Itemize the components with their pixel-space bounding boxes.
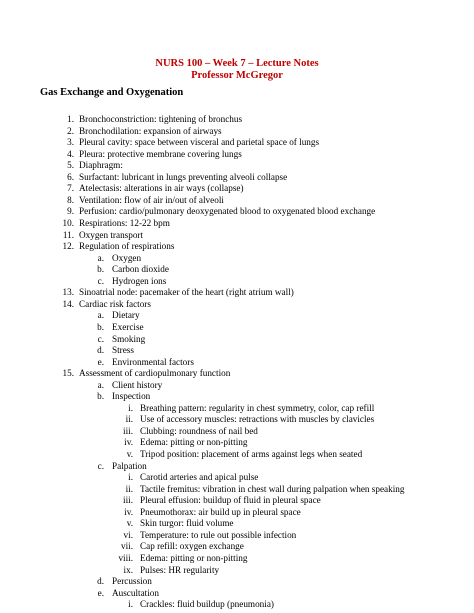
list-marker: 3. — [67, 137, 74, 148]
list-item-text: Atelectasis: alterations in air ways (collapse) — [79, 183, 244, 194]
list-marker: 1. — [67, 114, 74, 124]
list-item — [0, 380, 474, 391]
list-item-text: Percussion — [112, 576, 152, 586]
list-item-text: Tripod position: placement of arms against legs when seated — [140, 449, 363, 459]
list-item — [0, 507, 474, 518]
list-item-text: Hydrogen ions — [112, 275, 167, 286]
list-item — [0, 310, 474, 321]
list-marker: v. — [126, 518, 133, 529]
list-item-text: Palpation — [112, 460, 147, 471]
list-item-text: Temperature: to rule out possible infection — [140, 529, 297, 540]
list-item — [0, 426, 474, 437]
list-marker: iii. — [123, 495, 133, 506]
list-item-text: Pleura: protective membrane covering lungs — [79, 148, 242, 159]
list-marker: b. — [97, 264, 104, 275]
list-item-text: Dietary — [112, 310, 140, 321]
list-marker: 11. — [62, 229, 74, 240]
list-marker: b. — [97, 391, 104, 402]
list-marker: e. — [97, 587, 104, 598]
list-item — [0, 530, 474, 541]
list-item-text: Diaphragm: — [79, 160, 123, 171]
list-item — [0, 449, 474, 460]
list-item-text: Oxygen — [112, 252, 142, 263]
list-item-text: Breathing pattern: regularity in chest symmetry, color, cap refill — [140, 402, 375, 413]
list-marker: c. — [97, 333, 104, 344]
list-item — [0, 241, 474, 252]
list-item-text: Cap refill: oxygen exchange — [140, 541, 244, 552]
list-item — [0, 403, 474, 414]
list-item — [0, 357, 474, 368]
list-marker: vii. — [121, 541, 133, 552]
list-marker: 12. — [62, 241, 74, 252]
list-item-text: Inspection — [112, 391, 151, 402]
list-marker: 8. — [67, 194, 74, 205]
list-marker: 5. — [67, 160, 74, 171]
list-item-text: Sinoatrial node: pacemaker of the heart (right atrium wall) — [79, 287, 294, 298]
list-item — [0, 495, 474, 506]
list-marker: i. — [128, 472, 133, 483]
list-item — [0, 484, 474, 495]
list-item-text: Carotid arteries and apical pulse — [140, 472, 259, 483]
list-item — [0, 206, 474, 217]
list-item — [0, 183, 474, 194]
list-item-text: Environmental factors — [112, 356, 194, 367]
list-item — [0, 253, 474, 264]
list-item-text: Pneumothorax: air build up in pleural space — [140, 506, 301, 517]
list-item — [0, 588, 474, 599]
list-item — [0, 461, 474, 472]
list-item — [0, 299, 474, 310]
list-item — [0, 114, 474, 125]
list-marker: iv. — [124, 437, 133, 448]
list-item-text: Regulation of respirations — [79, 241, 175, 252]
list-item — [0, 576, 474, 587]
list-item-text: Tactile fremitus: vibration in chest wall during palpation when speaking — [140, 483, 405, 494]
list-item-text: Clubbing: roundness of nail bed — [140, 425, 258, 436]
list-item-text: Use of accessory muscles: retractions with muscles by clavicles — [140, 414, 375, 425]
list-marker: c. — [97, 460, 104, 471]
list-marker: 4. — [67, 148, 74, 159]
list-item — [0, 368, 474, 379]
list-item-text: Carbon dioxide — [112, 264, 169, 275]
list-marker: b. — [97, 321, 104, 332]
list-item-text: Pulses: HR regularity — [140, 564, 220, 575]
list-marker: ix. — [123, 564, 133, 575]
list-item — [0, 160, 474, 171]
list-item-text: Respirations: 12-22 bpm — [79, 217, 170, 228]
list-marker: viii. — [118, 552, 133, 563]
list-marker: ii. — [125, 483, 133, 494]
list-item — [0, 414, 474, 425]
list-item-text: Pleural cavity: space between visceral and parietal space of lungs — [79, 137, 320, 148]
list-item-text: Skin turgor: fluid volume — [140, 518, 234, 529]
list-item-text: Edema: pitting or non-pitting — [140, 437, 248, 448]
list-marker: a. — [97, 379, 104, 390]
list-marker: 14. — [62, 298, 74, 309]
list-item — [0, 599, 474, 610]
list-marker: 10. — [62, 217, 74, 228]
list-marker: ii. — [125, 414, 133, 425]
list-marker: c. — [97, 275, 104, 286]
list-marker: e. — [97, 356, 104, 367]
list-item-text: Ventilation: flow of air in/out of alveoli — [79, 194, 224, 205]
list-item-text: Pleural effusion: buildup of fluid in pleural space — [140, 495, 321, 506]
list-item-text: Crackles: fluid buildup (pneumonia) — [140, 599, 274, 610]
document-title: NURS 100 – Week 7 – Lecture Notes — [155, 58, 319, 69]
list-marker: iv. — [124, 506, 133, 517]
list-item — [0, 230, 474, 241]
list-marker: d. — [97, 345, 104, 355]
list-item — [0, 345, 474, 356]
list-item — [0, 472, 474, 483]
list-item-text: Assessment of cardiopulmonary function — [79, 368, 231, 379]
list-marker: 15. — [62, 368, 74, 379]
list-item — [0, 126, 474, 137]
list-marker: i. — [128, 402, 133, 413]
list-marker: 13. — [62, 287, 74, 298]
list-item-text: Smoking — [112, 333, 146, 344]
list-item-text: Stress — [112, 345, 134, 355]
list-item — [0, 334, 474, 345]
list-item-text: Bronchoconstriction: tightening of bronchus — [79, 114, 243, 124]
section-heading: Gas Exchange and Oxygenation — [40, 87, 184, 98]
list-item — [0, 553, 474, 564]
list-item-text: Exercise — [112, 321, 144, 332]
list-item-text: Oxygen transport — [79, 229, 144, 240]
list-item — [0, 195, 474, 206]
list-marker: vi. — [123, 529, 133, 540]
list-item-text: Auscultation — [112, 587, 159, 598]
list-item — [0, 149, 474, 160]
list-marker: 2. — [67, 125, 74, 136]
list-item — [0, 137, 474, 148]
list-item-text: Perfusion: cardio/pulmonary deoxygenated blood to oxygenated blood exchange — [79, 206, 376, 217]
list-item — [0, 391, 474, 402]
list-marker: 7. — [67, 183, 74, 194]
list-item — [0, 322, 474, 333]
list-item — [0, 541, 474, 552]
list-item — [0, 172, 474, 183]
list-marker: 9. — [67, 206, 74, 217]
list-marker: iii. — [123, 425, 133, 436]
list-marker: i. — [128, 599, 133, 610]
list-item — [0, 264, 474, 275]
list-item — [0, 437, 474, 448]
list-marker: v. — [126, 449, 133, 459]
list-item-text: Client history — [112, 379, 163, 390]
list-marker: 6. — [67, 171, 74, 182]
list-marker: d. — [97, 576, 104, 586]
list-marker: a. — [97, 252, 104, 263]
list-item — [0, 276, 474, 287]
list-marker: a. — [97, 310, 104, 321]
list-item — [0, 218, 474, 229]
list-item-text: Surfactant: lubricant in lungs preventing alveoli collapse — [79, 171, 288, 182]
list-item-text: Cardiac risk factors — [79, 298, 151, 309]
list-item — [0, 287, 474, 298]
list-item-text: Bronchodilation: expansion of airways — [79, 125, 222, 136]
list-item-text: Edema: pitting or non-pitting — [140, 552, 248, 563]
list-item — [0, 518, 474, 529]
document-subtitle: Professor McGregor — [191, 70, 283, 81]
list-item — [0, 565, 474, 576]
